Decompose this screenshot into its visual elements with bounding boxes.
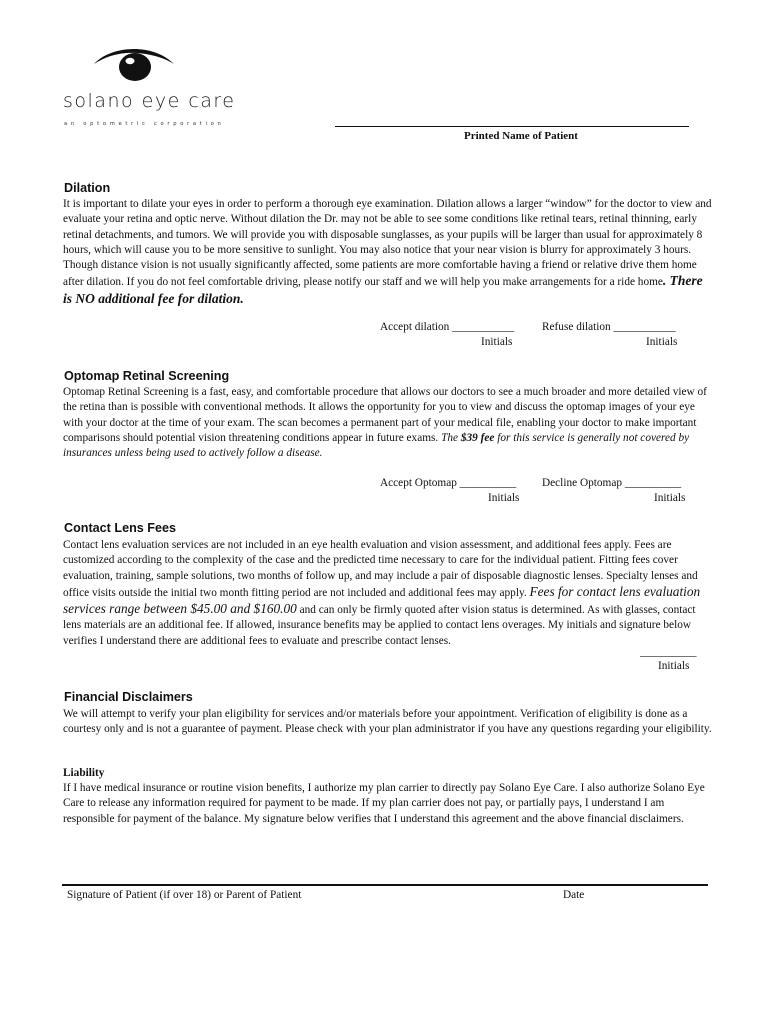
- initials-label: Initials: [654, 492, 686, 504]
- contact-lens-heading: Contact Lens Fees: [64, 521, 176, 535]
- initials-label: Initials: [488, 492, 520, 504]
- liability-body: If I have medical insurance or routine vision benefits, I authorize my plan carrier to directly pay Solano Eye Care. I also authorize Solano Eye Care to release any information required for payment to be made. If my plan carrier does not pay, or partially pays, I understand I am responsible for payment of the balance. My signature below verifies that I understand this agreement and the above financial disclaimers.: [63, 782, 705, 825]
- dilation-fee-note: . There is NO additional fee for dilation.: [63, 273, 703, 306]
- accept-dilation-field[interactable]: Accept dilation ___________: [380, 321, 515, 333]
- printed-name-label: Printed Name of Patient: [464, 130, 578, 142]
- dilation-text: It is important to dilate your eyes in order to perform a thorough eye examination. Dilation allows a larger “window” for the doctor to view and evaluate your retina and optic nerve. Without dilation the Dr. may not be able to see some conditions like retinal tears, retinal thinning, early retinal detachments, and tumors. We will provide you with disposable sunglasses, as your pupils will be larger than usual for approximately 8 hours, which will cause you to be more sensitive to sunlight. You may also notice that your near vision is blurry for approximately 3 hours. Though distance vision is not usually significantly affected, some patients are more comfortable having a friend or relative drive them home after dilation. If you do not feel comfortable driving, please notify our staff and we will help you make arrangements for a ride home: [63, 198, 712, 289]
- brand-tagline: an optometric corporation: [64, 121, 225, 127]
- optomap-note: The: [441, 431, 461, 444]
- optomap-heading: Optomap Retinal Screening: [64, 369, 230, 383]
- contact-lens-fee-range: Fees for contact lens evaluation services range between $45.00 and $160.00: [63, 583, 701, 617]
- brand-name: solano eye care: [63, 90, 236, 112]
- contact-lens-text: Contact lens evaluation services are not included in an eye health evaluation and vision assessment, and additional fees apply. Fees are customized according to the complexity of the case and the predicted time necessary to care for the individual patient. Fitting fees cover evaluation, training, sample solutions, two months of follow up, and may include a pair of disposable diagnostic lenses. Specialty lenses and office visits outside the initial two month fitting period are not included and additional fees may apply.: [63, 539, 698, 599]
- initials-label: Initials: [481, 336, 513, 348]
- refuse-dilation-field[interactable]: Refuse dilation ___________: [542, 321, 676, 333]
- patient-signature-label: Signature of Patient (if over 18) or Parent of Patient: [67, 889, 302, 901]
- contact-lens-text: and can only be firmly quoted after vision status is determined. As with glasses, contact lens materials are an additional fee. If allowed, insurance benefits may be applied to contact lens overages. My initials and signature below verifies I understand there are additional fees to evaluate and prescribe contact lenses.: [63, 604, 696, 647]
- optomap-body: [63, 385, 713, 461]
- optomap-note: for this service is generally not covered by insurances unless being used to actively follow a disease.: [63, 431, 690, 460]
- contact-initials-field[interactable]: __________: [640, 646, 697, 658]
- decline-optomap-field[interactable]: Decline Optomap __________: [542, 477, 682, 489]
- eye-logo-icon: [92, 44, 176, 86]
- dilation-body: [63, 197, 713, 308]
- dilation-heading: Dilation: [64, 181, 111, 195]
- date-label: Date: [563, 889, 585, 901]
- financial-body: We will attempt to verify your plan eligibility for services and/or materials before your appointment. Verification of eligibility is done as a courtesy only and is not a guarantee of payment. Please check with your plan administrator if you have any questions regarding your eligibility.: [63, 708, 712, 736]
- contact-lens-body: [63, 538, 713, 649]
- initials-label: Initials: [646, 336, 678, 348]
- optomap-text: Optomap Retinal Screening is a fast, easy, and comfortable procedure that allows our doctors to see a much broader and more detailed view of the retina than is possible with conventional methods. It allows the opportunity for you to view and discuss the optomap images of your eye with your doctor at the time of your exam. The scan becomes a permanent part of your medical file, enabling your doctor to make important comparisons should potential vision threatening conditions appear in future exams.: [63, 386, 707, 444]
- signature-line[interactable]: [62, 884, 708, 886]
- accept-optomap-field[interactable]: Accept Optomap __________: [380, 477, 517, 489]
- financial-heading: Financial Disclaimers: [64, 690, 193, 704]
- optomap-fee: $39 fee: [460, 431, 498, 444]
- initials-label: Initials: [658, 660, 690, 672]
- printed-name-line[interactable]: [335, 126, 689, 127]
- liability-heading: Liability: [63, 767, 105, 779]
